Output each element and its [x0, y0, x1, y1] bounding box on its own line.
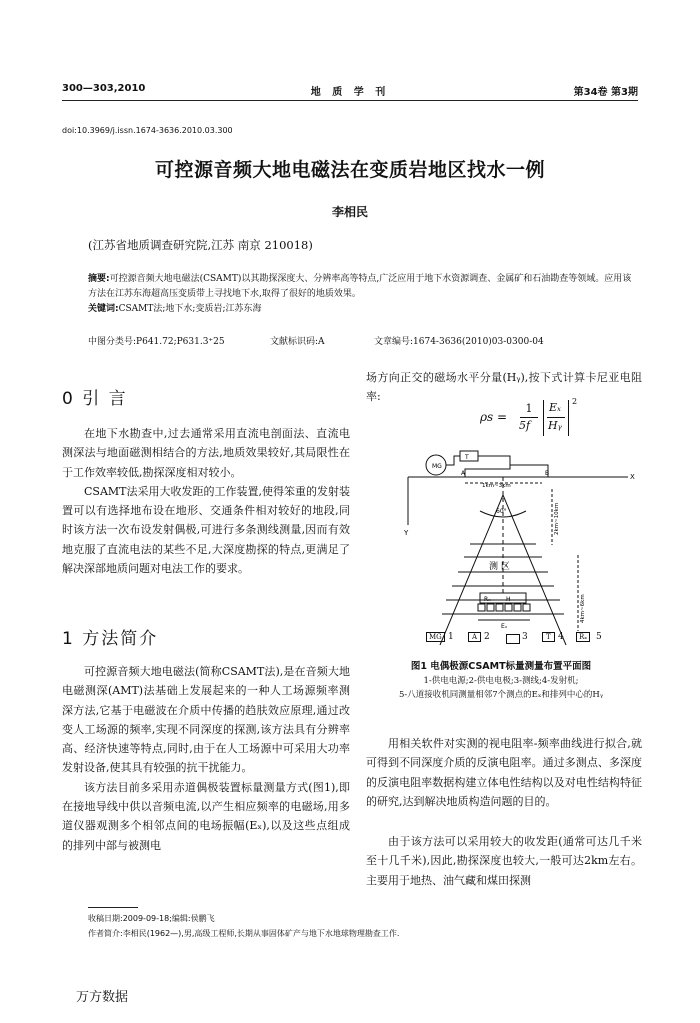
header-pages: 300—303,2010	[62, 83, 146, 94]
header-journal: 地 质 学 刊	[310, 87, 390, 98]
figure-1-diagram	[370, 445, 642, 647]
abstract-text: 可控源音频大地电磁法(CSAMT)以其勘探深度大、分辨率高等特点,广泛应用于地下水资源调查、金属矿和石油勘查等领域。应用该方法在江苏东海超高压变质带上寻找地下水,取得了很好的地质效果。	[88, 274, 632, 299]
abstract-block	[88, 272, 640, 317]
legend-num-4: 4	[558, 632, 564, 642]
formula-ratio-bar	[547, 417, 565, 418]
page-title: 可控源音频大地电磁法在变质岩地区找水一例	[154, 159, 545, 181]
label-rx: Rₓ	[484, 596, 491, 603]
label-dist-2: 4km~6km	[580, 594, 586, 623]
formula-power: 2	[572, 397, 578, 406]
legend-sym-4: T	[542, 632, 555, 642]
right-para-bottom: 由于该方法可以采用较大的收发距(通常可达几千米至十几千米),因此,勘探深度也较大,一般可达2km左右。主要用于地热、油气藏和煤田探测	[366, 835, 642, 887]
affiliation: (江苏省地质调查研究院,江苏 南京 210018)	[88, 238, 313, 252]
article-number: 文章编号:1674-3636(2010)03-0300-04	[374, 337, 544, 347]
watermark: 万方数据	[76, 990, 129, 1005]
doc-code: 文献标识码:A	[270, 337, 325, 347]
keywords: CSAMT法;地下水;变质岩;江苏东海	[118, 304, 262, 314]
legend-num-2: 2	[484, 632, 490, 642]
keywords-label: 关键词:	[88, 304, 119, 314]
legend-sym-5: Rₓ	[576, 632, 590, 642]
caption-line-1: 1-供电电源;2-供电电极;3-测线;4-发射机;	[423, 676, 579, 686]
legend-num-5: 5	[596, 632, 602, 642]
caption-title: 图1 电偶极源CSAMT标量测量布置平面图	[410, 661, 592, 672]
label-t: T	[465, 454, 469, 461]
caption-line-2: 5-八道接收机同测量相邻7个测点的Eₓ和排列中心的Hᵧ	[398, 690, 604, 700]
label-mg: MG	[432, 463, 442, 470]
legend-sym-3	[506, 634, 520, 644]
section-0-para-2: CSAMT法采用大收发距的工作装置,使得笨重的发射装置可以有选择地布设在地形、交通条件相对较好的地段,同时该方法一次布设发射偶极,可进行多条测线测量,因而有效地克服了直流电法的某些不足,大深度勘探的特点,更满足了解决深部地质问题对电法工作的要求。	[62, 484, 350, 576]
label-x: X	[630, 473, 635, 481]
footnote-rule	[88, 907, 138, 908]
figure-caption	[362, 660, 640, 702]
section-1-body	[62, 662, 350, 855]
label-h: H	[506, 596, 511, 603]
section-0-body	[62, 424, 350, 578]
legend-sym-1: MG	[426, 632, 445, 642]
label-y: Y	[404, 529, 409, 537]
section-1-para-1: 可控源音频大地电磁法(简称CSAMT法),是在音频大地电磁测深(AMT)法基础上发展起来的一种人工场源频率测深方法,它基于电磁波在介质中传播的趋肤效应原理,通过改变人工场源的频率,实现不同深度的探测,该方法具有分辨率高、经济快速等特点,同时,由于在人工场源中可采用大功率发射设备,使其具有较强的抗干扰能力。	[62, 665, 350, 775]
formula-abs-right	[568, 400, 569, 436]
transmitter-box	[460, 451, 478, 461]
clc-number: 中图分类号:P641.72;P631.3⁺25	[88, 337, 225, 347]
label-b: B	[545, 470, 550, 477]
formula-frac-bar	[520, 417, 538, 418]
section-1-heading: 1 方法简介	[62, 629, 159, 649]
formula-ratio-num: Eₓ	[549, 401, 561, 414]
section-0-para-1: 在地下水勘查中,过去通常采用直流电剖面法、直流电测深法与地面磁测相结合的方法,地质效果较好,其局限性在于工作效率较低,勘探深度相对较小。	[62, 427, 350, 479]
section-0-heading: 0 引 言	[62, 389, 128, 409]
label-ex: Eₓ	[501, 623, 508, 630]
legend-num-3: 3	[522, 632, 528, 642]
footnote-author-bio: 作者简介:李相民(1962—),男,高级工程师,长期从事固体矿产与地下水地球物理勘查工作.	[88, 929, 400, 938]
formula-frac-den: 5f	[519, 419, 531, 432]
author: 李相民	[331, 205, 368, 219]
right-para-mid: 用相关软件对实测的视电阻率-频率曲线进行拟合,就可得到不同深度介质的反演电阻率。通过多测点、多深度的反演电阻率数据构建立体电性结构以及对电性结构特征的研究,达到解决地质构造问题的目的。	[366, 737, 642, 808]
footnote-received: 收稿日期:2009-09-18;编辑:侯鹏飞	[88, 914, 215, 923]
label-dist-1: 2km~10km	[554, 502, 560, 535]
doi: doi:10.3969/j.issn.1674-3636.2010.03.300	[62, 126, 233, 135]
header-volume: 第34卷 第3期	[573, 87, 638, 98]
label-length: 1km~3km	[482, 483, 511, 489]
formula-frac-num: 1	[525, 402, 533, 415]
right-para-top: 场方向正交的磁场水平分量(Hᵧ),按下式计算卡尼亚电阻率:	[366, 371, 642, 404]
formula-abs-left	[543, 400, 544, 436]
legend-sym-2: A	[468, 632, 481, 642]
figure-legend	[426, 632, 626, 646]
label-survey-area: 测 区	[489, 562, 510, 572]
label-angle: 60°	[496, 508, 507, 515]
formula-ratio-den: Hᵧ	[548, 419, 562, 432]
header-rule	[62, 100, 638, 101]
legend-num-1: 1	[448, 632, 454, 642]
formula-lhs: ρs =	[480, 410, 508, 424]
label-a: A	[461, 470, 466, 477]
section-1-para-2: 该方法目前多采用赤道偶极装置标量测量方式(图1),即在接地导线中供以音频电流,以产生相应频率的电磁场,用多道仪器观测多个相邻点间的电场振幅(Eₓ),以及这些点组成的排列中部与被测电	[62, 780, 350, 852]
abstract-label: 摘要:	[88, 274, 110, 284]
